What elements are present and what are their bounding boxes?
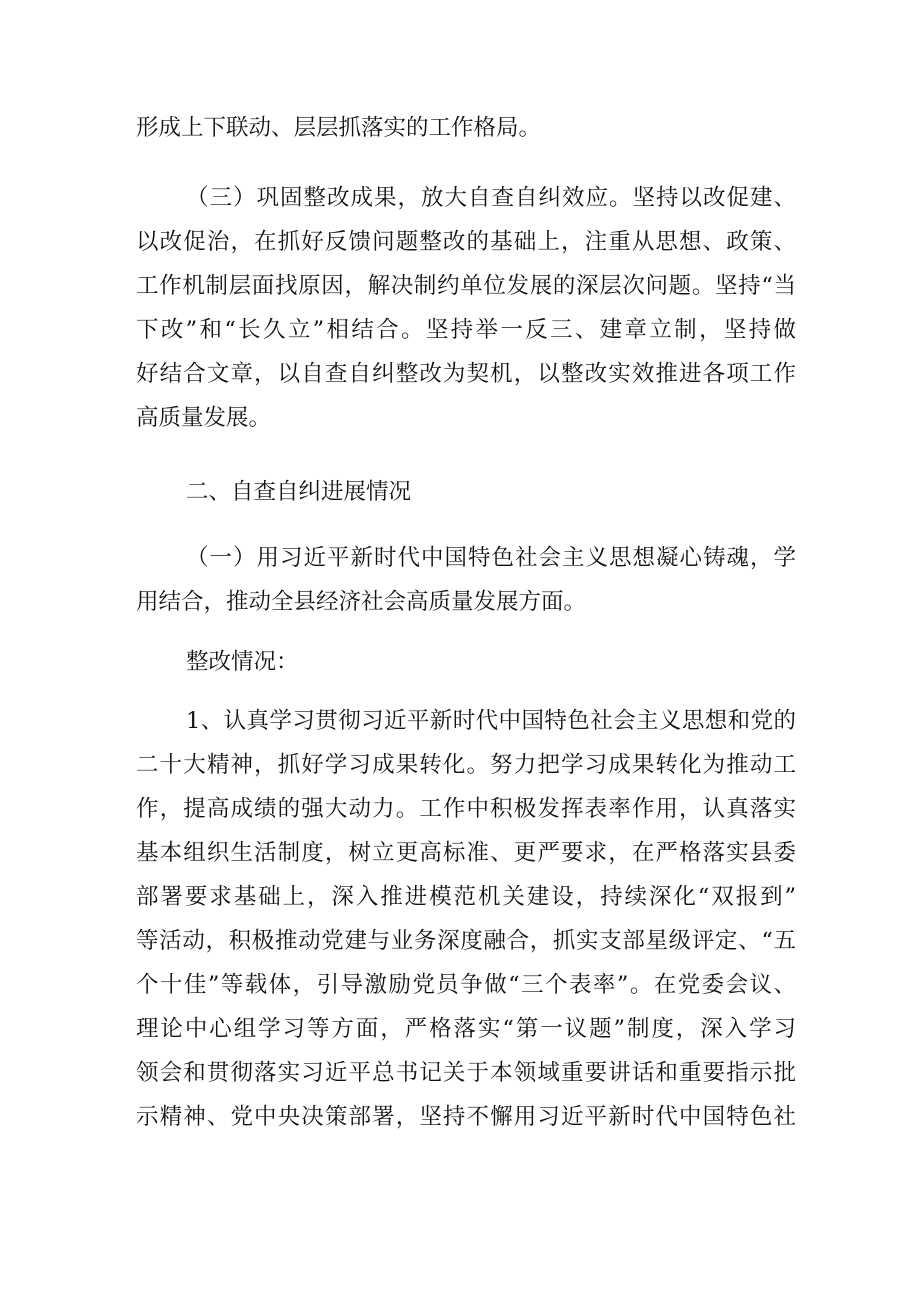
subsection-heading-1: （一）用习近平新时代中国特色社会主义思想凝心铸魂，学 [186, 545, 796, 571]
text-line: 作，提高成绩的强大动力。工作中积极发挥表率作用，认真落实 [136, 796, 796, 822]
text-line: 部署要求基础上，深入推进模范机关建设，持续深化“双报到” [136, 884, 796, 910]
text-line: 个十佳”等载体，引导激励党员争做“三个表率”。在党委会议、 [136, 972, 796, 998]
text-line: 示精神、党中央决策部署，坚持不懈用习近平新时代中国特色社 [136, 1104, 796, 1130]
section-heading-3: （三）巩固整改成果，放大自查自纠效应。坚持以改促建、 [186, 185, 796, 211]
section-heading-2: 二、自查自纠进展情况 [186, 479, 412, 505]
text-line: 二十大精神，抓好学习成果转化。努力把学习成果转化为推动工 [136, 752, 796, 778]
text-line: 形成上下联动、层层抓落实的工作格局。 [136, 115, 542, 141]
text-line: 下改”和“长久立”相结合。坚持举一反三、建章立制，坚持做 [136, 317, 796, 343]
text-line: 等活动，积极推动党建与业务深度融合，抓实支部星级评定、“五 [136, 928, 796, 954]
text-line: 领会和贯彻落实习近平总书记关于本领域重要讲话和重要指示批 [136, 1060, 796, 1086]
text-line: 基本组织生活制度，树立更高标准、更严要求，在严格落实县委 [136, 840, 796, 866]
text-line: 理论中心组学习等方面，严格落实“第一议题”制度，深入学习 [136, 1016, 796, 1042]
text-line: 用结合，推动全县经济社会高质量发展方面。 [136, 589, 587, 615]
rectification-label: 整改情况： [186, 649, 299, 675]
text-line: 以改促治，在抓好反馈问题整改的基础上，注重从思想、政策、 [136, 229, 796, 255]
text-line: 工作机制层面找原因，解决制约单位发展的深层次问题。坚持“当 [136, 273, 796, 299]
text-line: 高质量发展。 [136, 405, 272, 431]
text-line: 好结合文章，以自查自纠整改为契机，以整改实效推进各项工作 [136, 361, 796, 387]
list-item-1: 1、认真学习贯彻习近平新时代中国特色社会主义思想和党的 [186, 708, 796, 734]
